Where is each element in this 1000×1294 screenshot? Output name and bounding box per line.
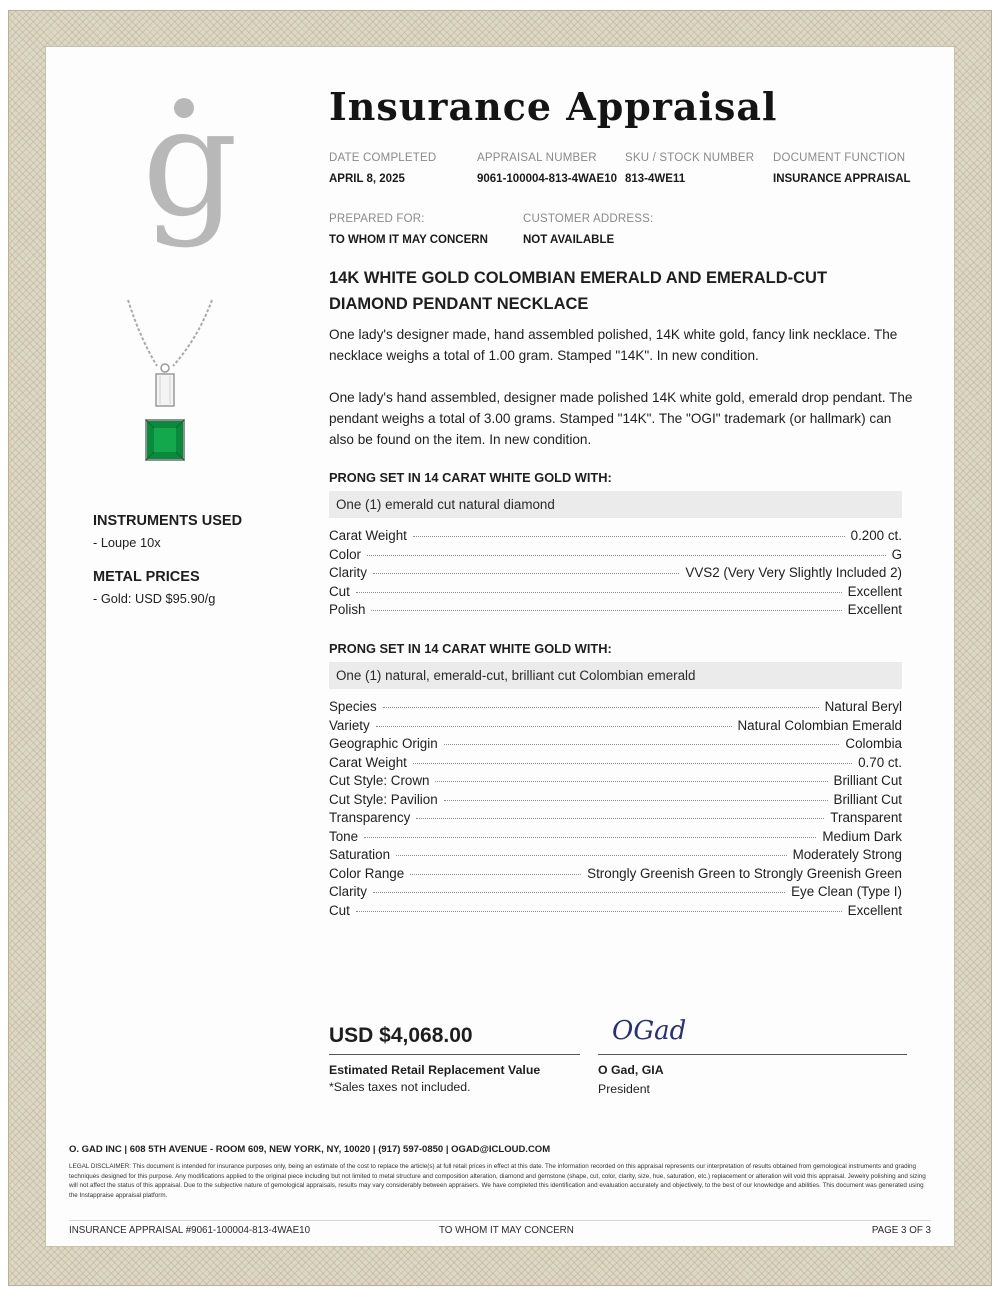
signer-title: President bbox=[598, 1082, 650, 1096]
diamond-spec-list bbox=[329, 528, 902, 621]
spec-label: Color Range bbox=[329, 865, 405, 881]
appraisal-number bbox=[477, 152, 617, 185]
signature-image: OGad bbox=[612, 1016, 687, 1046]
spec-value: Moderately Strong bbox=[792, 847, 902, 862]
spec-value: Excellent bbox=[847, 902, 902, 918]
item-heading: 14K WHITE GOLD COLOMBIAN EMERALD AND EMERALD-CUT DIAMOND PENDANT NECKLACE bbox=[329, 269, 828, 313]
dot-leader bbox=[376, 726, 732, 727]
spec-label: Clarity bbox=[329, 565, 367, 580]
spec-row bbox=[329, 866, 902, 885]
dot-leader bbox=[356, 592, 842, 593]
spec-label: Color bbox=[329, 546, 361, 562]
spec-row bbox=[329, 829, 902, 848]
spec-label: Cut bbox=[329, 902, 350, 918]
spec-value: VVS2 (Very Very Slightly Included 2) bbox=[685, 565, 902, 580]
appraisal-number-value: 9061-100004-813-4WAE10 bbox=[477, 173, 618, 185]
metal-prices-heading: METAL PRICES bbox=[93, 569, 200, 585]
logo-g-icon bbox=[140, 96, 240, 266]
spec-value: 0.200 ct. bbox=[850, 528, 902, 543]
price-label: Estimated Retail Replacement Value bbox=[329, 1063, 541, 1077]
sku-label: SKU / STOCK NUMBER bbox=[625, 152, 755, 164]
emerald-stone-description: One (1) natural, emerald-cut, brilliant cut Colombian emerald bbox=[329, 662, 902, 689]
spec-row bbox=[329, 810, 902, 829]
spec-row bbox=[329, 565, 902, 584]
spec-row bbox=[329, 699, 902, 718]
item-description-pendant: One lady's hand assembled, designer made polished 14K white gold, emerald drop pendant. The pendant weighs a total of 3.00 grams. Stamped "14K". The "OGI" trademark (or hallmark) can also be found on the item. In new condition. bbox=[329, 390, 913, 447]
spec-label: Cut bbox=[329, 583, 350, 599]
spec-row bbox=[329, 602, 902, 621]
spec-label: Variety bbox=[329, 717, 370, 733]
instruments-item: - Loupe 10x bbox=[93, 535, 161, 550]
prepared-for bbox=[329, 213, 488, 246]
customer-address-value: NOT AVAILABLE bbox=[523, 234, 615, 246]
spec-row bbox=[329, 547, 902, 566]
spec-label: Clarity bbox=[329, 884, 367, 899]
spec-label: Transparency bbox=[329, 810, 411, 825]
spec-row bbox=[329, 884, 902, 903]
diamond-stone-description: One (1) emerald cut natural diamond bbox=[329, 491, 902, 518]
spec-value: 0.70 ct. bbox=[858, 754, 902, 770]
item-description-necklace: One lady's designer made, hand assembled polished, 14K white gold, fancy link necklace. The necklace weighs a total of 1.00 gram. Stamped "14K". In new condition. bbox=[329, 327, 898, 363]
emerald-spec-list bbox=[329, 699, 902, 921]
spec-label: Carat Weight bbox=[329, 528, 407, 543]
spec-label: Carat Weight bbox=[329, 754, 407, 770]
spec-value: Excellent bbox=[847, 602, 902, 617]
spec-value: Colombia bbox=[845, 736, 902, 751]
company-info: O. GAD INC | 608 5TH AVENUE - ROOM 609, NEW YORK, NY, 10020 | (917) 597-0850 | OGAD@ICLOUD.COM bbox=[69, 1144, 551, 1155]
necklace-image bbox=[120, 298, 220, 468]
dot-leader bbox=[383, 707, 819, 708]
document-function-label: DOCUMENT FUNCTION bbox=[773, 152, 906, 164]
dot-leader bbox=[413, 536, 845, 537]
dot-leader bbox=[373, 573, 679, 574]
dot-leader bbox=[364, 837, 816, 838]
metal-prices-item: - Gold: USD $95.90/g bbox=[93, 591, 216, 606]
footer-page-number: PAGE 3 OF 3 bbox=[871, 1225, 931, 1236]
spec-label: Cut Style: Crown bbox=[329, 773, 430, 788]
spec-label: Cut Style: Pavilion bbox=[329, 791, 438, 807]
spec-row bbox=[329, 528, 902, 547]
document-function-value: INSURANCE APPRAISAL bbox=[773, 173, 911, 185]
spec-row bbox=[329, 773, 902, 792]
spec-row bbox=[329, 792, 902, 811]
svg-text:g: g bbox=[141, 96, 239, 250]
appraisal-number-label: APPRAISAL NUMBER bbox=[477, 152, 597, 164]
prepared-for-label: PREPARED FOR: bbox=[329, 213, 425, 225]
dot-leader bbox=[367, 555, 886, 556]
legal-disclaimer: LEGAL DISCLAIMER: This document is intended for insurance purposes only, being an estimate of the cost to replace the article(s) at full retail prices in effect at this date. The information recorded on this appraisal represents our interpretation of results obtained from gemological instruments and grading techniques designed for this purpose. Any modifications applied to the original piece including but not limited to metal structure and composition alteration, diamond and gemstone (shape, cut, color, clarity, size, hue, saturation, etc.) replacement or alteration will void this appraisal. Jewelry polishing and sizing will not affect the status of this appraisal. Due to the subjective nature of gemological appraisals, results may vary considerably between appraisers. We have completed this identification and evaluation accurately and objectively, to the best of our knowledge and abilities. This document was generated using the Instappraise appraisal platform. bbox=[69, 1163, 926, 1199]
document-function bbox=[773, 152, 911, 185]
spec-label: Tone bbox=[329, 828, 359, 844]
footer-divider bbox=[69, 1220, 931, 1221]
spec-row bbox=[329, 584, 902, 603]
spec-row bbox=[329, 736, 902, 755]
document-title: Insurance Appraisal bbox=[329, 84, 778, 129]
spec-row bbox=[329, 718, 902, 737]
spec-value: Brilliant Cut bbox=[833, 791, 902, 807]
spec-label: Species bbox=[329, 699, 377, 714]
customer-address bbox=[523, 213, 653, 246]
footer-appraisal-ref: INSURANCE APPRAISAL #9061-100004-813-4WAE10 bbox=[69, 1225, 311, 1236]
spec-label: Polish bbox=[329, 602, 366, 617]
date-completed bbox=[329, 152, 436, 185]
spec-row bbox=[329, 755, 902, 774]
spec-value: Brilliant Cut bbox=[833, 773, 902, 788]
spec-value: Medium Dark bbox=[822, 828, 902, 844]
spec-row bbox=[329, 847, 902, 866]
dot-leader bbox=[416, 818, 824, 819]
signer-name: O Gad, GIA bbox=[598, 1063, 664, 1077]
appraised-price: USD $4,068.00 bbox=[329, 1024, 473, 1047]
sku-value: 813-4WE11 bbox=[625, 173, 686, 185]
spec-value: Natural Colombian Emerald bbox=[737, 717, 902, 733]
dot-leader bbox=[371, 610, 841, 611]
date-completed-label: DATE COMPLETED bbox=[329, 152, 437, 164]
dot-leader bbox=[396, 855, 787, 856]
dot-leader bbox=[435, 781, 827, 782]
sku-number bbox=[625, 152, 754, 185]
date-completed-value: APRIL 8, 2025 bbox=[329, 173, 405, 185]
spec-label: Saturation bbox=[329, 847, 391, 862]
diamond-section-heading: PRONG SET IN 14 CARAT WHITE GOLD WITH: bbox=[329, 470, 612, 485]
spec-value: Excellent bbox=[847, 583, 902, 599]
dot-leader bbox=[444, 800, 828, 801]
dot-leader bbox=[356, 911, 842, 912]
spec-value: Transparent bbox=[830, 810, 902, 825]
spec-label: Geographic Origin bbox=[329, 736, 438, 751]
spec-value: Natural Beryl bbox=[824, 699, 902, 714]
spec-value: Strongly Greenish Green to Strongly Greenish Green bbox=[587, 865, 902, 881]
instruments-heading: INSTRUMENTS USED bbox=[93, 513, 243, 529]
dot-leader bbox=[444, 744, 840, 745]
footer-recipient: TO WHOM IT MAY CONCERN bbox=[439, 1225, 574, 1236]
dot-leader bbox=[410, 874, 581, 875]
tax-note: *Sales taxes not included. bbox=[329, 1080, 471, 1094]
prepared-for-value: TO WHOM IT MAY CONCERN bbox=[329, 234, 488, 246]
spec-value: G bbox=[891, 546, 902, 562]
dot-leader bbox=[413, 763, 852, 764]
price-divider bbox=[329, 1054, 580, 1055]
emerald-section-heading: PRONG SET IN 14 CARAT WHITE GOLD WITH: bbox=[329, 641, 612, 656]
spec-row bbox=[329, 903, 902, 922]
signature-divider bbox=[598, 1054, 907, 1055]
spec-value: Eye Clean (Type I) bbox=[791, 884, 902, 899]
customer-address-label: CUSTOMER ADDRESS: bbox=[523, 213, 654, 225]
dot-leader bbox=[373, 892, 785, 893]
